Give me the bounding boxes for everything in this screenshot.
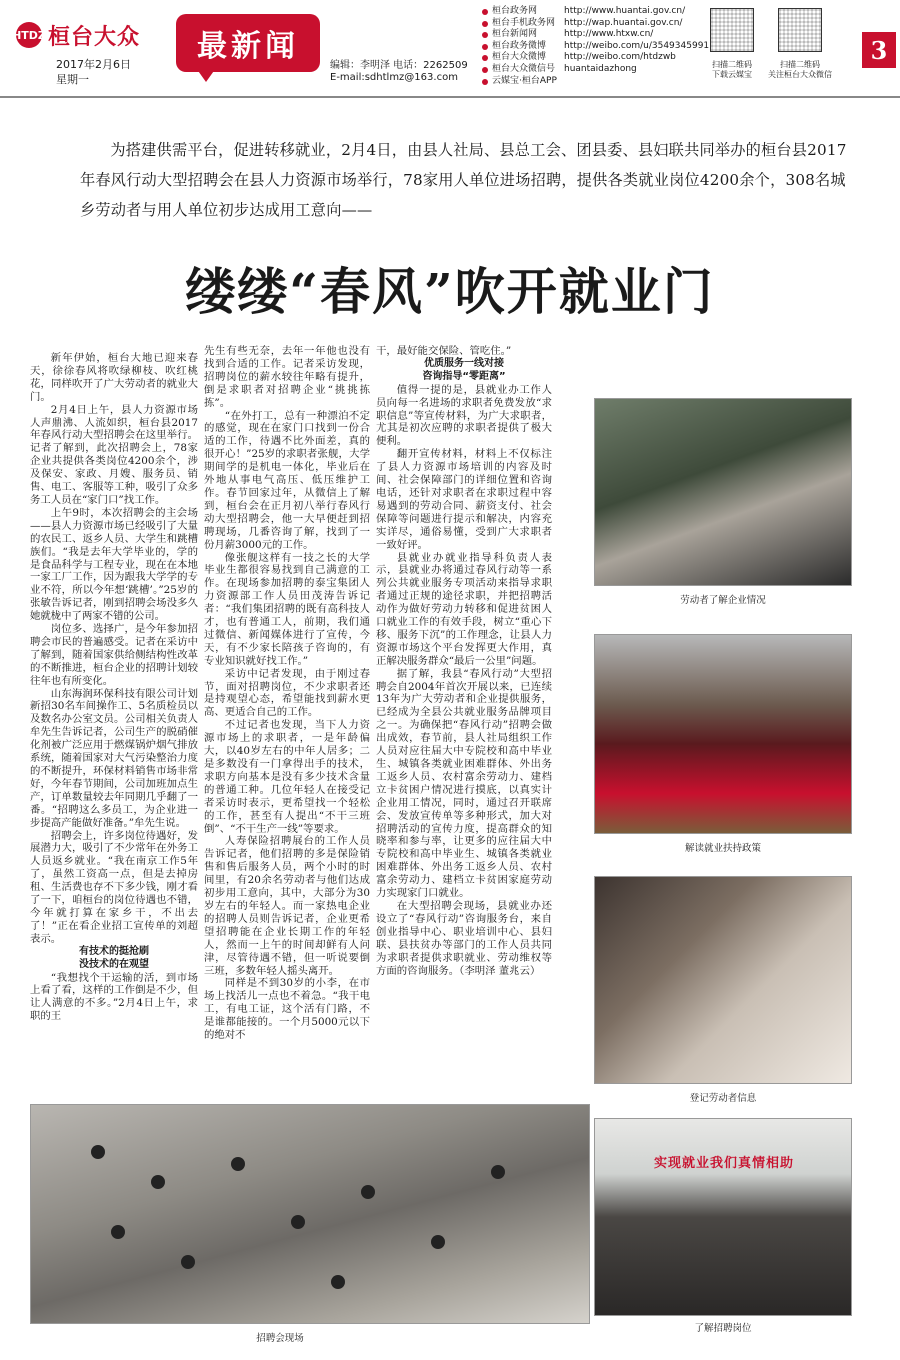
bullet-icon: [482, 9, 488, 15]
qr-label: 下载云媒宝: [712, 70, 752, 79]
bullet-icon: [482, 67, 488, 73]
bullet-icon: [482, 32, 488, 38]
media-list: [482, 6, 709, 87]
media-item: 桓台大众微博 http://weibo.com/htdzwb: [482, 52, 709, 64]
qr-label: 扫描二维码: [712, 60, 752, 69]
paragraph: 在大型招聘会现场，县就业办还设立了“春风行动”咨询服务台，来自创业指导中心、职业培训中心、县妇联、县扶贫办等部门的工作人员共同为求职者提供求职就业、劳动维权等方面的咨询服务。（李明泽 董兆云）: [376, 899, 552, 977]
paragraph: 上午9时，本次招聘会的主会场——县人力资源市场已经吸引了大量的农民工、返乡人员、大学生和跳槽族们。“我是去年大学毕业的，学的是食品科学与工程专业，现在在本地一家工厂工作，因为跟我大学学的专业不符，所以今年想‘跳槽’。”25岁的张敏告诉记者，刚到招聘会场没多久她就栊中了两家不错的公司。: [30, 506, 198, 623]
paragraph: 翻开宣传材料，材料上不仅标注了县人力资源市场培训的内容及时间、社会保障部门的详细位置和咨询电话，还针对求职者在求职过程中容易遇到的劳动合同、薪资支付、社会保障等问题进行提示和解决，内容充实详尽，通俗易懂，受到广大求职者一致好评。: [376, 448, 552, 551]
paragraph: 招聘会上，许多岗位待遇好，发展潜力大，吸引了不少常年在外务工人员返乡就业。“我在南京工作5年了，虽然工资高一点，但是去掉房租、生活费也存不下多少钱，刚才看了一下，咱桓台的岗位待遇也不错，今年就打算在家乡干，不出去了！”正在看企业招工宣传单的刘超表示。: [30, 829, 198, 945]
paragraph: 像张舰这样有一技之长的大学毕业生都很容易找到自己满意的工作。在现场参加招聘的泰宝集团人力资源部工作人员田茂涛告诉记者：“我们集团招聘的既有高科技人才，也有普通工人，前期，我们通过微信、新闻媒体进行了宣传，今天，有不少家长陪孩子咨询的，有专业知识就好找工作。”: [204, 551, 370, 667]
section-badge-tail: [196, 68, 216, 82]
paragraph: “在外打工，总有一种漂泊不定的感觉，现在在家门口找到一份合适的工作，待遇不比外面差，真的很开心！”25岁的求职者张舰，大学期间学的是机电一体化，毕业后在外地从事电气高压、低压维护工作。春节回家过年，从微信上了解到，桓台会在正月初八举行春风行动大型招聘会，他一大早便赶到招聘现场，几番咨询了解，找到了一份月薪3000元的工作。: [204, 409, 370, 551]
qr-code-icon[interactable]: [710, 8, 754, 52]
paragraph: 同样是不到30岁的小李，在市场上找活儿一点也不着急。“我干电工，有电工证，这个活有门路，不是谁都能接的。一个月5000元以下的绝对不: [204, 977, 370, 1042]
subheading: 咨询指导“零距离”: [422, 370, 506, 382]
paragraph: 采访中记者发现，由于刚过春节，面对招聘岗位，不少求职者还是持观望心态，希望能找到薪水更高、更适合自己的工作。: [204, 667, 370, 719]
page-number: 3: [862, 32, 896, 68]
media-url[interactable]: http://weibo.com/htdzwb: [564, 52, 676, 63]
paragraph: 2月4日上午，县人力资源市场人声鼎沸、人流如织，桓台县2017年春风行动大型招聘会在这里举行。记者了解到，此次招聘会上，78家企业共提供各类岗位4200余个，涉及保安、家政、月嫂、服务员、销售、电工、客服等工种，吸引了众多务工人员在“家门口”找工作。: [30, 403, 198, 506]
editor-email: E-mail:sdhtlmz@163.com: [330, 72, 458, 83]
paragraph: 县就业办就业指导科负责人表示，县就业办将通过春风行动等一系列公共就业服务专项活动来指导求职者通过正规的途径求职，并把招聘活动作为做好劳动力转移和促进贫困人口就业工作的有效手段，树立“重心下移、服务下沉”的工作理念，让县人力资源市场这个平台发挥更大作用，真正解决服务群众“最后一公里”问题。: [376, 551, 552, 667]
article-headline: 缕缕“春风”吹开就业门: [185, 262, 715, 321]
media-item: 桓台政务微博 http://weibo.com/u/3549345991: [482, 41, 709, 53]
qr-code-icon[interactable]: [778, 8, 822, 52]
bullet-icon: [482, 55, 488, 61]
qr-label: 关注桓台大众微信: [768, 70, 832, 79]
photo-registration: [594, 876, 852, 1084]
subheading: 没技术的在观望: [79, 958, 149, 970]
article-column-1: [30, 352, 198, 1023]
photo-banner-text: 实现就业我们真情相助: [653, 1156, 794, 1171]
photo-caption: 招聘会现场: [256, 1333, 304, 1344]
bullet-icon: [482, 79, 488, 85]
paragraph: 新年伊始，桓台大地已迎来春天，徐徐春风将吹绿柳枝、吹红桃花，同样吹开了广大劳动者的就业大门。: [30, 352, 198, 403]
paragraph: “我想找个干运输的活，到市场上看了看，这样的工作倒是不少，但让人满意的不多。”2月4日上午，求职的王: [30, 971, 198, 1023]
photo-caption: 劳动者了解企业情况: [680, 595, 766, 606]
photo-job-board: [594, 1118, 852, 1316]
photo-workers-reading: [594, 398, 852, 586]
media-url[interactable]: http://wap.huantai.gov.cn/: [564, 17, 683, 28]
article-column-2: [204, 345, 370, 1042]
issue-date: 2017年2月6日: [56, 58, 131, 71]
photo-caption: 解读就业扶持政策: [684, 843, 761, 854]
bullet-icon: [482, 44, 488, 50]
article-lede: 为搭建供需平台，促进转移就业，2月4日，由县人社局、县总工会、团县委、县妇联共同举办的桓台县2017年春风行动大型招聘会在县人力资源市场举行，78家用人单位进场招聘，提供各类就业岗位4200余个，308名城乡劳动者与用人单位初步达成用工意向——: [80, 141, 847, 219]
paragraph: 人寿保险招聘展台的工作人员告诉记者，他们招聘的多是保险销售和售后服务人员，两个小时的时间里，有20余名劳动者与他们达成初步用工意向，其中，大部分为30岁左右的年轻人。而一家热电企业的招聘人员则告诉记者，企业更希望招聘能在企业长期工作的年轻人，然而一上午的时间却鲜有人问津，尽管待遇不错，但一听说要倒三班，多数年轻人摇头离开。: [204, 835, 370, 977]
photo-caption: 了解招聘岗位: [694, 1323, 752, 1334]
photo-caption: 登记劳动者信息: [689, 1093, 757, 1104]
logo-text: 桓台大众: [48, 23, 141, 50]
subheading: 有技术的挺抢刷: [79, 945, 149, 957]
media-item: 桓台大众微信号 huantaidazhong: [482, 64, 709, 76]
issue-weekday: 星期一: [56, 73, 89, 86]
media-url: huantaidazhong: [564, 63, 637, 74]
photo-policy-booth: [594, 634, 852, 834]
media-item: 桓台手机政务网 http://wap.huantai.gov.cn/: [482, 18, 709, 30]
paragraph: 岗位多、选择广，是今年参加招聘会市民的普遍感受。记者在采访中了解到，随着国家供给侧结构性改革的不断推进，桓台企业的招聘计划较往年也有所变化。: [30, 623, 198, 687]
paragraph: 不过记者也发现，当下人力资源市场上的求职者，一是年龄偏大，以40岁左右的中年人居多；二是多数没有一门拿得出手的技术，求职方向基本是没有多少技术含量的普通工种。几位年轻人在接受记者采访时表示，更希望找一个轻松的工作，甚至有人提出“不干三班倒”、“不干生产一线”等要求。: [204, 719, 370, 835]
media-url[interactable]: http://www.huantai.gov.cn/: [564, 6, 686, 16]
section-badge: 最新闻: [176, 14, 320, 72]
logo-icon: HTDZ: [16, 22, 42, 48]
photo-fair-overview: [30, 1104, 590, 1324]
media-item: 桓台政务网 http://www.huantai.gov.cn/: [482, 6, 709, 18]
media-item: 桓台新闻网 http://www.htxw.cn/: [482, 29, 709, 41]
media-url[interactable]: http://weibo.com/u/3549345991: [564, 40, 710, 51]
article-column-3: [376, 345, 552, 977]
bullet-icon: [482, 21, 488, 27]
media-url[interactable]: http://www.htxw.cn/: [564, 29, 654, 40]
editor-info: 编辑：李明泽 电话：2262509: [330, 60, 468, 71]
masthead-logo: [12, 20, 166, 50]
subheading: 优质服务一线对接: [424, 357, 504, 369]
header-divider: [0, 96, 900, 98]
paragraph: 先生有些无奈，去年一年他也没有找到合适的工作。记者采访发现，招聘岗位的薪水较往年略有提升，倒是求职者对招聘企业“挑挑拣拣”。: [204, 345, 370, 409]
paragraph: 干，最好能交保险、管吃住。”: [376, 345, 512, 357]
qr-label: 扫描二维码: [780, 60, 820, 69]
paragraph: 山东海润环保科技有限公司计划新招30名车间操作工、5名质检员以及数名办公室文员。公司相关负责人牟先生告诉记者，公司生产的脱硝催化剂被广泛应用于燃煤锅炉烟气排放系统，随着国家对大气污染整治力度的不断提升，环保材料销售市场非常好，今年春节期间，公司加班加点生产，订单数量较去年同期几乎翻了一番。“招聘这么多员工，为企业进一步提高产能做好准备。”牟先生说。: [30, 687, 198, 829]
paragraph: 据了解，我县“春风行动”大型招聘会自2004年首次开展以来，已连续13年为广大劳动者和企业提供服务，已经成为全县公共就业服务品牌项目之一。为确保把“春风行动”招聘会做出成效，春节前，县人社局组织工作人员对应往届大中专院校和高中毕业生、城镇各类就业困难群体、外出务工返乡人员、农村富余劳动力、建档立卡贫困户情况进行摸底，以真实计企业用工情况，同时，通过召开联席会、发放宣传单等多种形式，加大对招聘活动的宣传力度，提高群众的知晓率和参与率，让更多的应往届大中专院校和高中毕业生、城镇各类就业困难群体、外出务工返乡人员、农村富余劳动力、建档立卡贫困家庭劳动力实现家门口就业。: [376, 667, 552, 900]
media-item: 云媒宝·桓台APP: [482, 76, 709, 88]
paragraph: 值得一提的是，县就业办工作人员向每一名进场的求职者免费发放“求职信息”等宣传材料，为广大求职者，尤其是初次应聘的求职者提供了极大便利。: [376, 383, 552, 448]
